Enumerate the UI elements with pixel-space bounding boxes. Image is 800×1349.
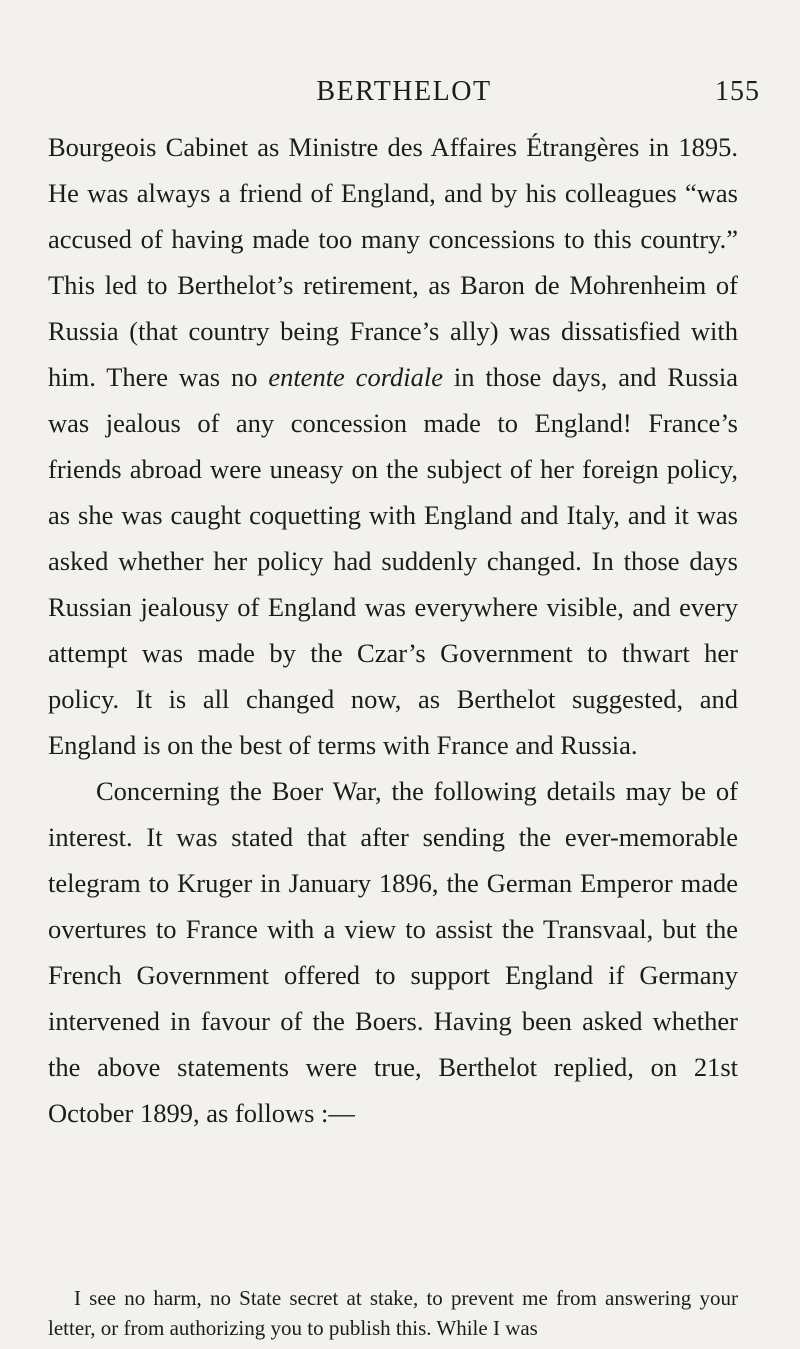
quote-text: I see no harm, no State secret at stake, to prevent me from answering your letter, or from authorizing you to publish this. While I was (48, 1286, 738, 1340)
paragraph-text: in those days, and Russia was jealous of any concession made to England! France’s friends abroad were uneasy on the subject of her foreign policy, as she was caught coquetting with England and Italy, and it was asked whether her policy had suddenly changed. In those days Russian jealousy of England was everywhere visible, and every attempt was made by the Czar’s Government to thwart her policy. It is all changed now, as Berthelot suggested, and England is on the best of terms with France and Russia. (48, 362, 738, 760)
paragraph-text: Bourgeois Cabinet as Ministre des Affaires Étrangères in 1895. He was always a friend of England, and by his colleagues “was accused of having made too many concessions to this country.” This led to Berthelot’s retirement, as Baron de Mohrenheim of Russia (that country being France’s ally) was dissatisfied with him. There was no (48, 132, 738, 392)
paragraph-berthelot-career (48, 124, 738, 768)
italic-phrase: entente cordiale (268, 362, 444, 392)
body-text (48, 124, 738, 1136)
paragraph-boer-war: Concerning the Boer War, the following details may be of interest. It was stated that after sending the ever-memorable telegram to Kruger in January 1896, the German Emperor made overtures to France with a view to assist the Transvaal, but the French Government offered to support England if Germany intervened in favour of the Boers. Having been asked whether the above statements were true, Berthelot replied, on 21st October 1899, as follows :— (48, 776, 738, 1128)
running-title: BERTHELOT (316, 76, 492, 107)
block-quote (48, 1283, 738, 1343)
page-number: 155 (715, 76, 760, 107)
running-head (48, 76, 760, 116)
